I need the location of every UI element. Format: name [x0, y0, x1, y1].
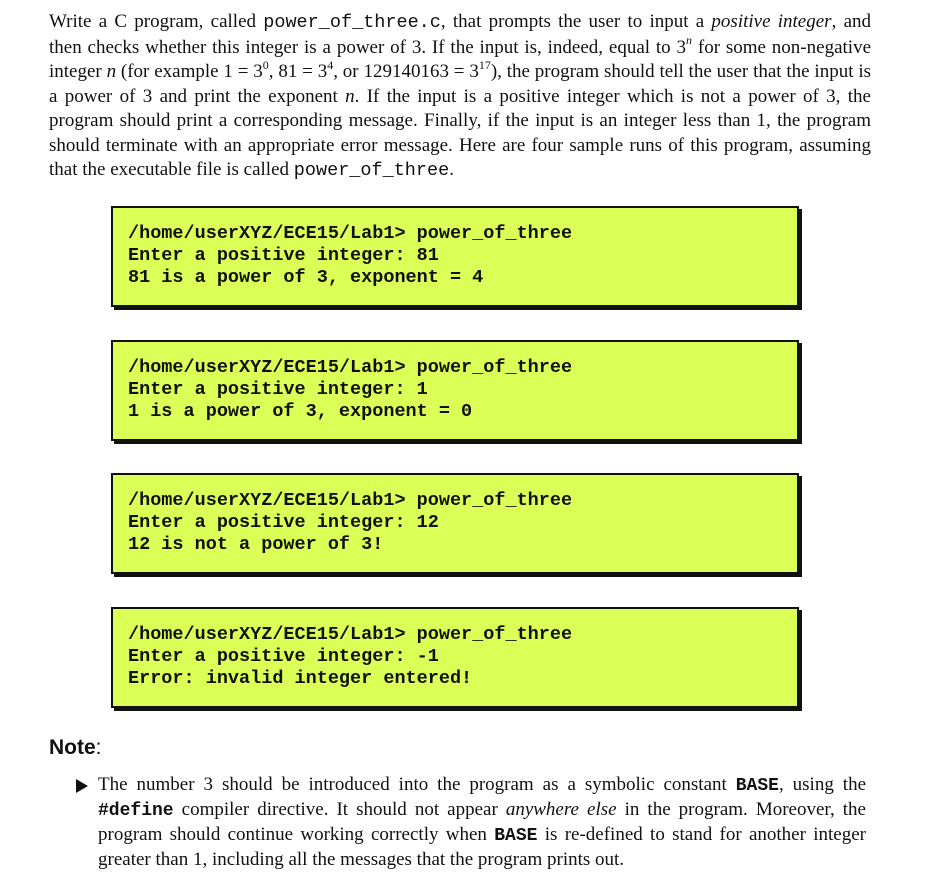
terminal-command-line: /home/userXYZ/ECE15/Lab1> power_of_three	[128, 357, 573, 378]
terminal-prompt-line: Enter a positive integer: 1	[128, 379, 428, 400]
superscript-4: 4	[327, 57, 334, 72]
source-filename: power_of_three.c	[263, 12, 441, 33]
note-heading-colon: :	[95, 736, 102, 759]
terminal-command-line: /home/userXYZ/ECE15/Lab1> power_of_three	[128, 223, 573, 244]
emphasis-positive-integer: positive integer	[711, 11, 832, 32]
intro-text: , 81 = 3	[268, 61, 328, 82]
executable-name: power_of_three	[293, 160, 450, 181]
intro-text: , or 129140163 = 3	[333, 61, 479, 82]
terminal-command-line: /home/userXYZ/ECE15/Lab1> power_of_three	[128, 624, 573, 645]
intro-text: , that prompts the user to input a	[440, 11, 712, 32]
terminal-command-line: /home/userXYZ/ECE15/Lab1> power_of_three	[128, 490, 573, 511]
base-constant: BASE	[735, 776, 779, 796]
sample-run-1	[111, 206, 799, 307]
superscript-17: 17	[478, 57, 491, 72]
variable-n: n	[345, 85, 355, 107]
note-text: compiler directive. It should not appear	[173, 799, 506, 820]
terminal-prompt-line: Enter a positive integer: 81	[128, 245, 439, 266]
superscript-n: n	[686, 33, 693, 48]
note-text: in the program. Moreover, the program should continue working correctly when	[98, 799, 866, 845]
sample-run-3	[111, 473, 799, 574]
define-directive: #define	[98, 801, 174, 821]
intro-text: Write a C program, called	[49, 11, 264, 32]
variable-n: n	[106, 61, 117, 82]
intro-text: . If the input is a positive integer which is not a power of 3, the program should print a corresponding message. Finally, if the input is an integer less than 1, the program should terminate with an appropriate error message. Here are four sample runs of this program, assuming that the executable file is called	[49, 85, 871, 180]
emphasis-anywhere-else: anywhere else	[505, 799, 617, 820]
bullet-triangle-icon	[76, 779, 88, 793]
intro-text: .	[449, 159, 454, 180]
terminal-output-line: Error: invalid integer entered!	[128, 668, 473, 689]
intro-text: for some non-negative integer	[49, 36, 871, 82]
base-constant: BASE	[494, 826, 538, 846]
sample-run-4	[111, 607, 799, 708]
note-text: is re-defined to stand for another integer greater than 1, including all the messages that the program prints out.	[98, 824, 866, 870]
terminal-output-line: 1 is a power of 3, exponent = 0	[128, 401, 473, 422]
intro-text: (for example 1 = 3	[116, 61, 263, 82]
terminal-prompt-line: Enter a positive integer: -1	[128, 646, 439, 667]
note-heading-text: Note	[49, 736, 96, 759]
intro-text: ), the program should tell the user that the input is a power of 3 and print the exponent	[49, 61, 871, 107]
terminal-output-line: 12 is not a power of 3!	[128, 534, 384, 555]
note-heading	[49, 736, 102, 760]
intro-paragraph	[49, 10, 871, 184]
sample-run-2	[111, 340, 799, 441]
note-text: The number 3 should be introduced into the program as a symbolic constant	[98, 774, 736, 795]
terminal-prompt-line: Enter a positive integer: 12	[128, 512, 439, 533]
terminal-output-line: 81 is a power of 3, exponent = 4	[128, 267, 484, 288]
note-item	[98, 773, 866, 872]
superscript-0: 0	[262, 57, 269, 72]
note-text: , using the	[778, 774, 866, 795]
intro-text: , and then checks whether this integer is a power of 3. If the input is, indeed, equal to 3	[49, 11, 871, 58]
